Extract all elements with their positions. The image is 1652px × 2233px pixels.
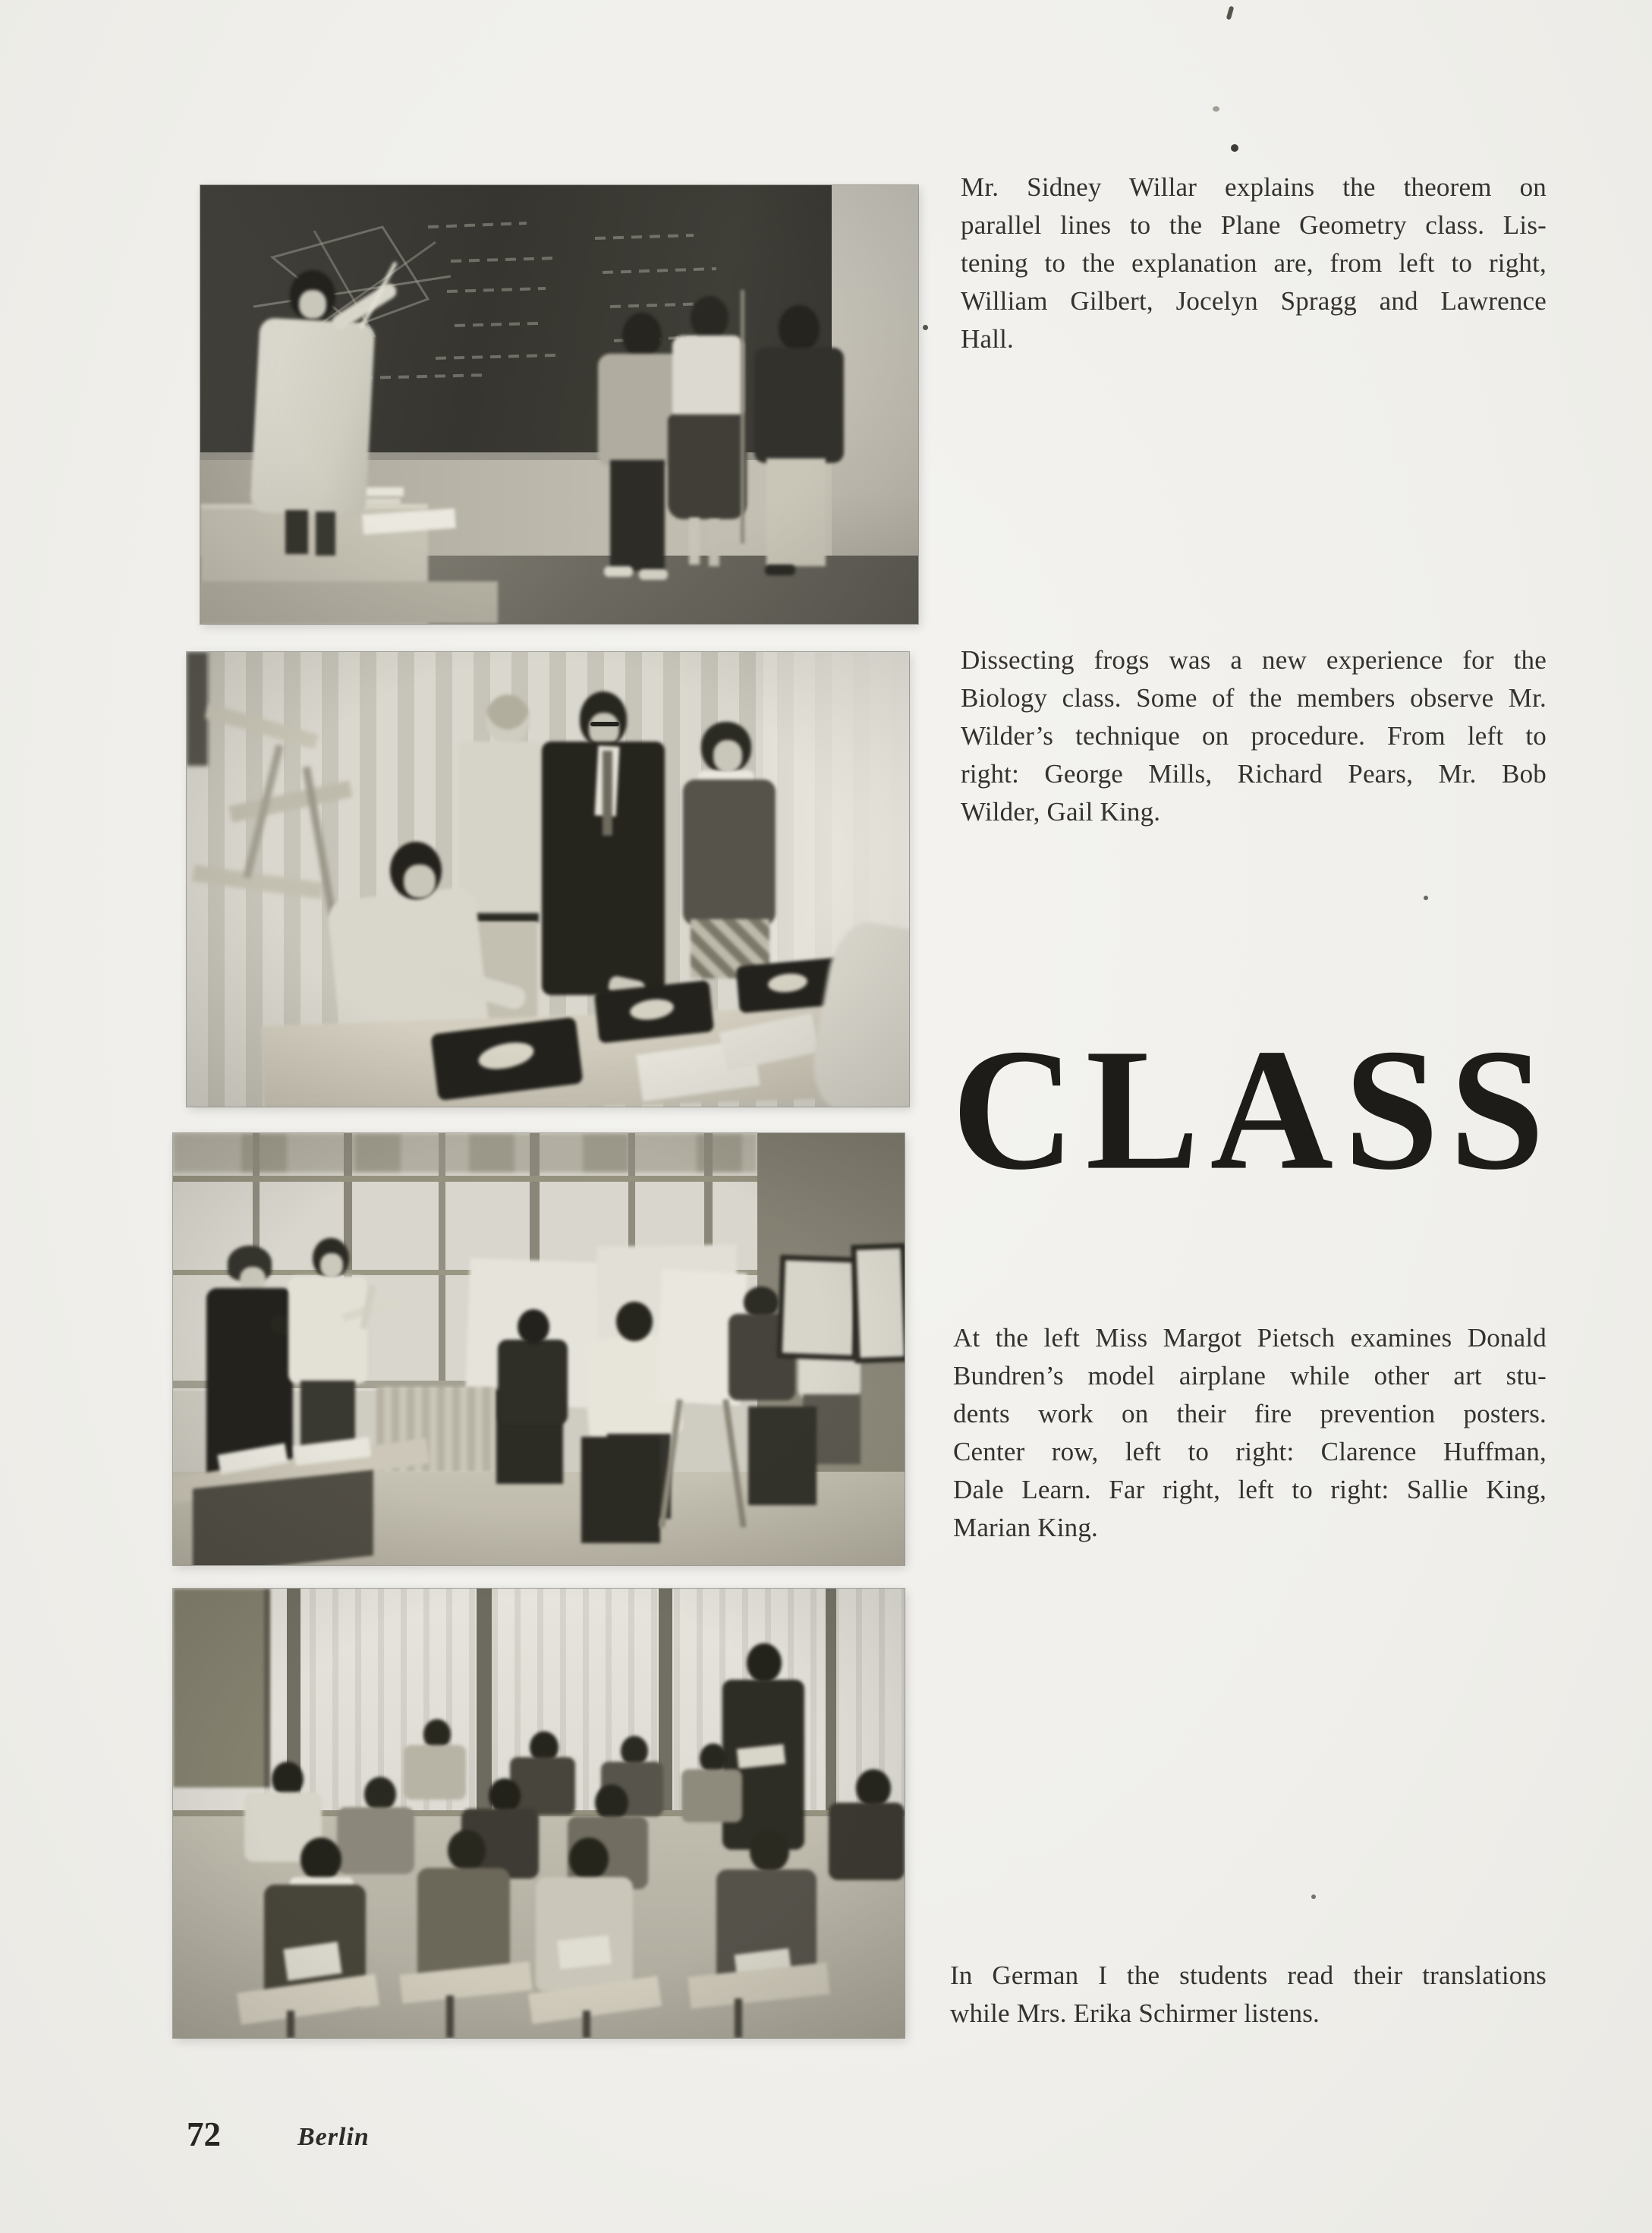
mr-wilder-tie [603, 751, 612, 836]
scan-speck [923, 325, 928, 330]
student-boy1-pants [610, 460, 665, 571]
teacher-leg [316, 512, 335, 556]
student-body [681, 1769, 742, 1822]
stacked-chair [187, 652, 208, 766]
student-chair [748, 1406, 817, 1505]
footer-section-title: Berlin [297, 2123, 370, 2151]
student-head [301, 1838, 341, 1882]
student-boy1-shoes [604, 566, 633, 577]
donald-shirt [288, 1276, 367, 1384]
mr-wilder-glasses [590, 722, 619, 726]
desk-leg [446, 1995, 454, 2038]
poster-frame [851, 1243, 905, 1363]
student-girl-leg [689, 518, 700, 565]
learn-chair [581, 1437, 660, 1543]
caption-line: Dissecting frogs was a new experience for the [961, 645, 1547, 675]
student-boy2-head [779, 305, 820, 352]
caption-line: Biology class. Some of the members observe Mr. [961, 683, 1547, 713]
caption-line: right: George Mills, Richard Pears, Mr. Bob [961, 759, 1547, 789]
desk-leg [583, 2011, 590, 2038]
caption-line: Mr. Sidney Willar explains the theorem on [961, 172, 1547, 202]
student-body [510, 1757, 575, 1815]
photo-german-class [173, 1589, 905, 2038]
caption-line: William Gilbert, Jocelyn Spragg and Lawrence [961, 286, 1547, 316]
caption-line: parallel lines to the Plane Geometry class. Lis- [961, 210, 1547, 240]
bright-window [763, 652, 909, 971]
buildings-outside [173, 1133, 757, 1173]
caption-biology [961, 641, 1547, 831]
student-body [829, 1803, 905, 1880]
huffman-head [518, 1309, 549, 1344]
student-head [569, 1838, 609, 1880]
student-boy2-shoes [765, 565, 795, 575]
caption-line: Wilder, Gail King. [961, 797, 1161, 827]
teacher-leg [285, 510, 308, 554]
caption-art [953, 1319, 1547, 1547]
cabinet [173, 1589, 270, 1787]
student-girl-blouse [672, 335, 744, 420]
caption-line: while Mrs. Erika Schirmer listens. [950, 1998, 1320, 2028]
student-girl-leg [709, 519, 719, 566]
student-girl-skirt [668, 414, 747, 519]
student-body [337, 1807, 414, 1874]
standing-boy-head [486, 694, 530, 745]
page-number: 72 [187, 2115, 221, 2153]
gail-king-face [713, 740, 742, 772]
caption-line: Hall. [961, 324, 1015, 354]
caption-line: Wilder’s technique on procedure. From left to [961, 721, 1547, 751]
donald-face [320, 1253, 343, 1277]
student-boy2-blazer [754, 348, 844, 463]
window-mullion [826, 1589, 836, 1816]
photo-art-room [173, 1133, 905, 1565]
open-book [557, 1935, 612, 1970]
teacher-coat [250, 317, 375, 518]
desk-leg [735, 1998, 742, 2038]
caption-line: Marian King. [953, 1513, 1098, 1542]
desk-step [200, 581, 498, 624]
mrs-schirmer-head [747, 1643, 782, 1683]
poster-frame [777, 1255, 861, 1361]
caption-german [950, 1957, 1547, 2033]
student-boy1-shoes [639, 569, 668, 580]
window-mullion [439, 1133, 445, 1391]
seated-boy-face [404, 865, 436, 898]
scan-speck [1424, 896, 1428, 900]
student-head [750, 1830, 789, 1872]
caption-line: Bundren’s model airplane while other art stu- [953, 1361, 1547, 1391]
student-head [856, 1769, 891, 1807]
caption-line: dents work on their fire prevention posters. [953, 1399, 1547, 1428]
student-body [536, 1877, 633, 1992]
caption-line: In German I the students read their translations [950, 1961, 1547, 1990]
student-head [448, 1830, 486, 1871]
window-mullion [477, 1589, 492, 1816]
window-crossbar [173, 1176, 757, 1182]
photo-plane-geometry [200, 185, 918, 624]
curtain-texture [264, 1589, 905, 1816]
scan-speck [1226, 6, 1235, 20]
scan-speck [1311, 1894, 1316, 1899]
caption-line: Center row, left to right: Clarence Huffman, [953, 1437, 1547, 1466]
caption-plane-geometry [961, 168, 1547, 358]
scan-speck [1213, 106, 1219, 112]
desk-leg [287, 2011, 294, 2038]
scan-speck [1231, 144, 1238, 152]
measuring-stick [741, 290, 744, 543]
student-boy1-head [622, 313, 662, 358]
student-girl-head [691, 296, 728, 340]
student-head [595, 1784, 628, 1821]
gail-king-sweater [683, 780, 776, 925]
photo-biology-dissection [187, 652, 909, 1107]
student-boy2-pants [766, 458, 826, 566]
learn-head [616, 1302, 653, 1341]
huffman-jacket [498, 1340, 568, 1425]
caption-line: tening to the explanation are, from left to right, [961, 248, 1547, 278]
student-body [404, 1745, 466, 1800]
page-title: CLASS [952, 1012, 1556, 1206]
caption-line: Dale Learn. Far right, left to right: Sallie King, [953, 1475, 1547, 1504]
teacher-face [299, 290, 326, 319]
caption-line: At the left Miss Margot Pietsch examines Donald [953, 1323, 1547, 1353]
